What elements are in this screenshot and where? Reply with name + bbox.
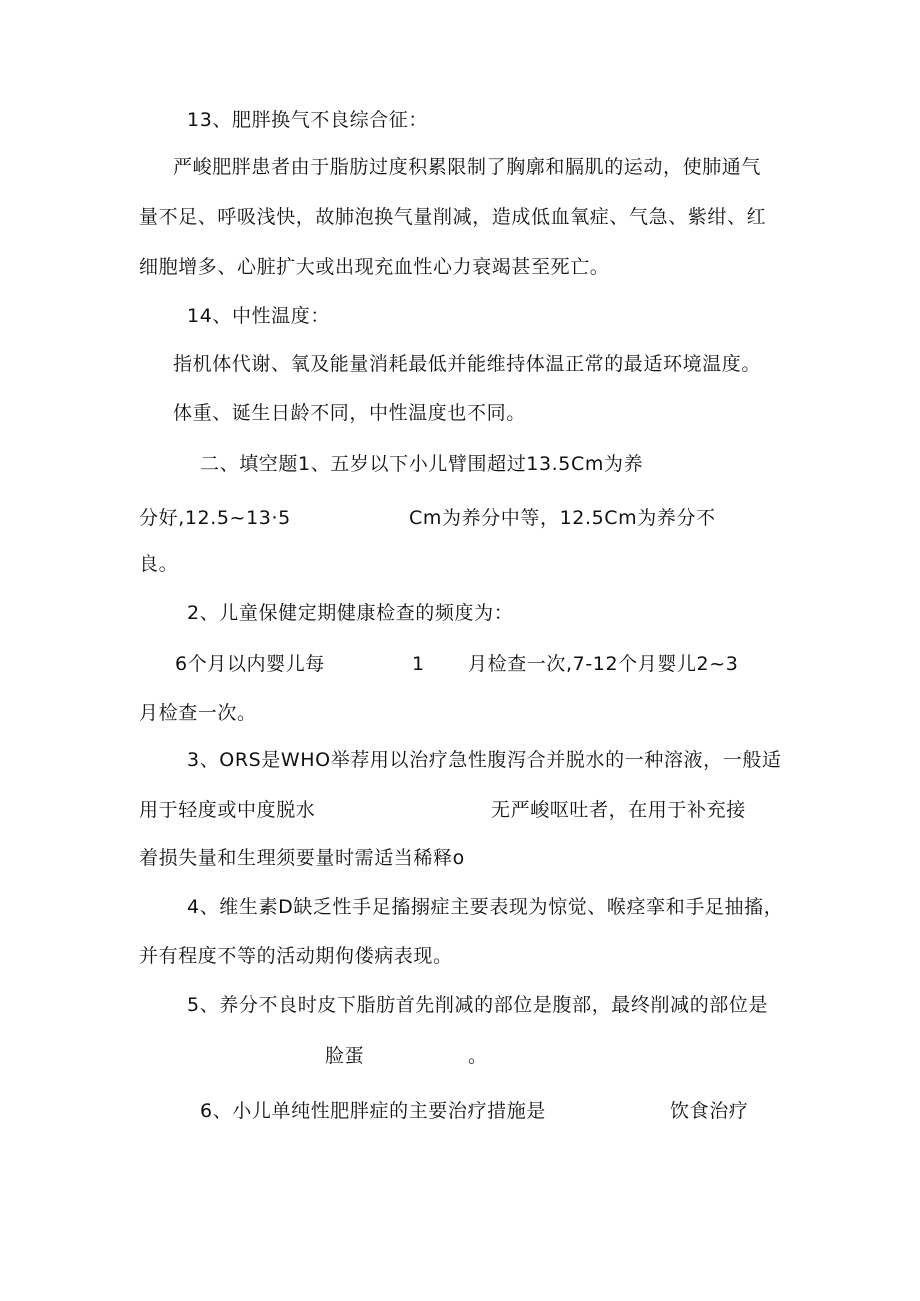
- fill4-line2: 并有程度不等的活动期佝偻病表现。: [139, 945, 453, 967]
- fill1-part-a: 分好,12.5~13·5: [139, 507, 291, 529]
- item14-line2: 体重、诞生日龄不同，中性温度也不同。: [173, 402, 526, 424]
- fill4-line1: 4、维生素D缺乏性手足搐搦症主要表现为惊觉、喉痉挛和手足抽搐，: [187, 896, 784, 918]
- fill5-end: 。: [468, 1045, 488, 1067]
- fill3-line1: 3、ORS是WHO举荐用以治疗急性腹泻合并脱水的一种溶液，一般适: [187, 749, 782, 771]
- fill1-part-b: Cm为养分中等，12.5Cm为养分不: [409, 507, 716, 529]
- fill2-title: 2、儿童保健定期健康检查的频度为：: [187, 602, 514, 624]
- fill5-answer: 脸蛋: [325, 1045, 365, 1067]
- fill6-part-b: 饮食治疗: [670, 1100, 749, 1122]
- fill3-part-a: 用于轻度或中度脱水: [139, 799, 316, 821]
- fill6-part-a: 6、小儿单纯性肥胖症的主要治疗措施是: [200, 1100, 546, 1122]
- fill3-line3: 着损失量和生理须要量时需适当稀释o: [139, 847, 465, 869]
- item13-line1: 严峻肥胖患者由于脂肪过度积累限制了胸廓和膈肌的运动，使肺通气: [173, 156, 762, 178]
- fill2-part-d: 月检查一次。: [139, 702, 257, 724]
- item13-line2: 量不足、呼吸浅快，故肺泡换气量削减，造成低血氧症、气急、紫绀、红: [139, 206, 767, 228]
- item13-title: 13、肥胖换气不良综合征：: [187, 109, 428, 131]
- fill3-part-b: 无严峻呕吐者，在用于补充接: [491, 799, 746, 821]
- item14-line1: 指机体代谢、氧及能量消耗最低并能维持体温正常的最适环境温度。: [173, 353, 762, 375]
- fill5-line1: 5、养分不良时皮下脂肪首先削减的部位是腹部，最终削减的部位是: [187, 994, 769, 1016]
- fill2-part-b: 1: [412, 653, 425, 675]
- section2-header: 二、填空题1、五岁以下小儿臂围超过13.5Cm为养: [200, 453, 644, 475]
- fill2-part-c: 月检查一次,7-12个月婴儿2~3: [468, 653, 739, 675]
- item13-line3: 细胞增多、心脏扩大或出现充血性心力衰竭甚至死亡。: [139, 256, 610, 278]
- item14-title: 14、中性温度：: [187, 305, 330, 327]
- fill2-part-a: 6个月以内婴儿每: [175, 653, 325, 675]
- fill1-part-c: 良。: [139, 553, 179, 575]
